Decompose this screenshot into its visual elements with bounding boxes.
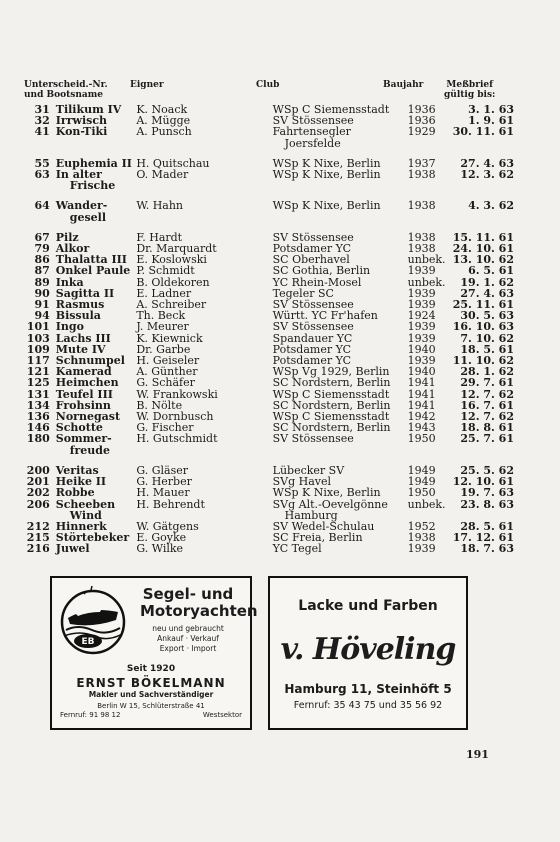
owner-name: Dr. Garbe xyxy=(136,342,191,356)
owner-name: E. Ladner xyxy=(136,286,192,300)
boat-number: 67 xyxy=(34,230,50,244)
owner-name: H. Geiseler xyxy=(136,354,200,368)
certificate-valid-until: 29. 7. 61 xyxy=(460,376,514,390)
boat-number: 31 xyxy=(34,103,50,116)
table-row xyxy=(26,433,514,455)
boat-name-text: Lachs III xyxy=(55,331,111,345)
boat-number: 63 xyxy=(34,168,50,182)
boat-name-text: Störtebeker xyxy=(55,531,130,545)
ad1-address: Berlin W 15, Schlüterstraße 41 xyxy=(97,702,205,710)
build-year: unbek. xyxy=(407,497,446,511)
boat-name xyxy=(56,126,133,148)
boat-name-text: Veritas xyxy=(55,463,99,477)
ad1-phone: Fernruf: 91 98 12 xyxy=(60,711,121,719)
ad1-service-2: Ankauf · Verkauf xyxy=(157,634,219,643)
certificate-valid-until: 4. 3. 62 xyxy=(468,199,514,213)
build-year: 1950 xyxy=(407,432,436,446)
owner-name: P. Schmidt xyxy=(136,264,195,278)
boat-name-text: Wander- xyxy=(55,199,108,213)
boat-number: 87 xyxy=(34,264,50,278)
owner-name: Th. Beck xyxy=(136,309,186,323)
build-year: unbek. xyxy=(407,275,446,289)
boat-number: 86 xyxy=(34,253,50,267)
build-year: 1940 xyxy=(407,342,436,356)
ad1-services xyxy=(140,624,236,654)
boat-name-text: Euphemia II xyxy=(55,156,132,170)
certificate-valid-until: 19. 1. 62 xyxy=(460,275,514,289)
certificate-valid-until: 11. 10. 62 xyxy=(452,354,514,368)
header-letter xyxy=(444,80,495,100)
boat-name xyxy=(56,223,133,243)
club-name-text: SV Wedel-Schulau xyxy=(272,519,375,533)
owner-name: A. Schreiber xyxy=(136,298,207,312)
boat-name-text: Tilikum IV xyxy=(55,103,122,116)
owner-name: A. Punsch xyxy=(136,125,192,139)
build-year: 1943 xyxy=(407,421,436,435)
owner-name: G. Wilke xyxy=(136,542,184,556)
certificate-valid-until: 28. 1. 62 xyxy=(460,365,514,379)
owner-name: J. Meurer xyxy=(136,320,189,334)
owner-name: W. Gätgens xyxy=(136,519,199,533)
build-year: 1939 xyxy=(407,331,436,345)
boat-name-text: Irrwisch xyxy=(55,114,108,128)
boat-name-text: In alter xyxy=(55,168,102,182)
club-name-text: Spandauer YC xyxy=(272,331,353,345)
certificate-valid-until: 12. 10. 61 xyxy=(452,475,514,489)
boat-number: 201 xyxy=(26,475,50,489)
boat-number: 212 xyxy=(26,519,50,533)
owner-name: W. Hahn xyxy=(136,199,184,213)
club-name-text: WSp C Siemensstadt xyxy=(272,103,390,116)
owner-name: A. Günther xyxy=(136,365,198,379)
club-name-text: YC Rhein-Mosel xyxy=(272,275,362,289)
certificate-valid-until: 7. 10. 62 xyxy=(460,331,514,345)
build-year: 1939 xyxy=(407,298,436,312)
build-year: 1937 xyxy=(407,156,436,170)
club-name-text: SC Freia, Berlin xyxy=(272,531,363,545)
club-name xyxy=(273,169,408,191)
boat-name-continued: Frische xyxy=(69,179,116,193)
owner-name: G. Schäfer xyxy=(136,376,195,390)
build-year: 1940 xyxy=(407,365,436,379)
certificate-valid-until: 28. 5. 61 xyxy=(460,519,514,533)
build-year: 1936 xyxy=(407,103,436,116)
club-name-text: Potsdamer YC xyxy=(272,342,352,356)
boat-number: 134 xyxy=(26,398,50,412)
motorboat-logo-icon xyxy=(58,584,128,656)
table-row xyxy=(26,191,514,222)
club-name xyxy=(273,191,408,222)
boat-name-text: Juwel xyxy=(55,542,90,556)
build-year: 1938 xyxy=(407,230,436,244)
certificate-valid-until: 23. 8. 63 xyxy=(460,497,514,511)
club-name-continued: Hamburg xyxy=(284,508,338,522)
build-year: 1941 xyxy=(407,387,436,401)
boat-name-text: Hinnerk xyxy=(55,519,107,533)
build-year: 1938 xyxy=(407,242,436,256)
certificate-valid-until: 30. 11. 61 xyxy=(452,125,514,139)
boat-number: 136 xyxy=(26,410,50,424)
club-name-text: WSp Vg 1929, Berlin xyxy=(272,365,390,379)
boat-number: 64 xyxy=(34,199,50,213)
boat-name-text: Schnumpel xyxy=(55,354,125,368)
owner-name: E. Koslowski xyxy=(136,253,207,267)
club-name-text: WSp K Nixe, Berlin xyxy=(272,156,381,170)
build-year: 1939 xyxy=(407,354,436,368)
club-name-text: Württ. YC Fr'hafen xyxy=(272,309,378,323)
ad1-title-line2: Motoryachten xyxy=(140,602,258,620)
certificate-valid-until: 1. 9. 61 xyxy=(468,114,514,128)
ad1-since: Seit 1920 xyxy=(126,664,176,674)
header-letter-line2: gültig bis: xyxy=(444,90,496,100)
certificate-valid-until: 19. 7. 63 xyxy=(460,486,514,500)
header-nr-line1: Unterscheid.-Nr. xyxy=(24,80,108,90)
club-name-text: WSp K Nixe, Berlin xyxy=(272,199,381,213)
owner-name: H. Quitschau xyxy=(136,156,210,170)
boat-number: 79 xyxy=(34,242,50,256)
table-row xyxy=(26,149,514,169)
ad2-title: Lacke und Farben xyxy=(298,598,438,614)
ad1-service-3: Export · Import xyxy=(159,644,217,653)
club-name-text: SVg Alt.-Oevelgönne xyxy=(272,497,388,511)
boat-name-text: Alkor xyxy=(55,242,90,256)
certificate-valid-until: 12. 7. 62 xyxy=(460,387,514,401)
boat-number: 91 xyxy=(34,298,50,312)
build-year: 1939 xyxy=(407,542,436,556)
boat-number: 109 xyxy=(26,342,50,356)
certificate-valid-until: 27. 4. 63 xyxy=(460,286,514,300)
boat-number: 146 xyxy=(26,421,50,435)
build-year: unbek. xyxy=(407,253,446,267)
table-row xyxy=(26,532,514,543)
boat-name-text: Bissula xyxy=(55,309,101,323)
boat-name-continued: gesell xyxy=(69,210,107,224)
boat-name xyxy=(56,433,133,455)
club-name xyxy=(273,433,408,455)
boat-register-body xyxy=(26,104,514,555)
header-letter-line1: Meßbrief xyxy=(446,80,493,90)
boat-name-text: Mute IV xyxy=(55,342,106,356)
table-row xyxy=(26,169,514,191)
boat-name-text: Sommer- xyxy=(55,432,112,446)
boat-number: 206 xyxy=(26,497,50,511)
boat-name-text: Ingo xyxy=(55,320,84,334)
certificate-valid-until: 25. 5. 62 xyxy=(460,463,514,477)
club-name-text: WSp C Siemensstadt xyxy=(272,387,390,401)
owner-name: A. Mügge xyxy=(136,114,191,128)
owner-name: W. Frankowski xyxy=(136,387,218,401)
boat-number: 131 xyxy=(26,387,50,401)
header-nr xyxy=(24,80,108,100)
boat-name-text: Heike II xyxy=(55,475,107,489)
build-year: 1938 xyxy=(407,168,436,182)
certificate-valid-until: 12. 7. 62 xyxy=(460,410,514,424)
club-name-text: YC Tegel xyxy=(272,542,322,556)
certificate-valid-until: 16. 7. 61 xyxy=(460,398,514,412)
club-name-text: SC Nordstern, Berlin xyxy=(272,421,391,435)
certificate-valid-until: 13. 10. 62 xyxy=(452,253,514,267)
table-row xyxy=(26,499,514,521)
build-year: 1941 xyxy=(407,376,436,390)
club-name-text: WSp K Nixe, Berlin xyxy=(272,486,381,500)
club-name xyxy=(273,499,408,521)
build-year: 1949 xyxy=(407,475,436,489)
boat-number: 94 xyxy=(34,309,50,323)
club-name-text: WSp K Nixe, Berlin xyxy=(272,168,381,182)
owner-name: Dr. Marquardt xyxy=(136,242,217,256)
club-name-text: SV Stössensee xyxy=(272,320,354,334)
certificate-valid-until: 18. 5. 61 xyxy=(460,342,514,356)
certificate-valid-until: 17. 12. 61 xyxy=(452,531,514,545)
boat-number: 101 xyxy=(26,320,50,334)
boat-name-text: Pilz xyxy=(55,230,79,244)
build-year: 1949 xyxy=(407,463,436,477)
certificate-valid-until: 3. 1. 63 xyxy=(468,103,514,116)
boat-name xyxy=(56,169,133,191)
boat-name-text: Sagitta II xyxy=(55,286,115,300)
boat-name-text: Teufel III xyxy=(55,387,113,401)
ad-hoeveling xyxy=(268,576,468,730)
club-name-text: SC Nordstern, Berlin xyxy=(272,376,391,390)
club-name xyxy=(273,543,408,554)
boat-number: 90 xyxy=(34,286,50,300)
boat-number: 200 xyxy=(26,463,50,477)
certificate-valid-until: 12. 3. 62 xyxy=(460,168,514,182)
owner-name: B. Nölte xyxy=(136,398,183,412)
build-year: 1936 xyxy=(407,114,436,128)
owner-name: G. Herber xyxy=(136,475,192,489)
table-row xyxy=(26,543,514,554)
boat-name-text: Inka xyxy=(55,275,84,289)
owner-name: F. Hardt xyxy=(136,230,183,244)
boat-name-text: Nornegast xyxy=(55,410,121,424)
boat-number: 117 xyxy=(26,354,50,368)
ad1-service-1: neu und gebraucht xyxy=(152,624,224,633)
build-year: 1939 xyxy=(407,264,436,278)
boat-number: 216 xyxy=(26,542,50,556)
boat-name-text: Onkel Paule xyxy=(55,264,131,278)
boat-number: 103 xyxy=(26,331,50,345)
boat-number: 32 xyxy=(34,114,50,128)
club-name-text: SC Nordstern, Berlin xyxy=(272,398,391,412)
ad1-sector: Westsektor xyxy=(202,711,242,719)
logo-initials: EB xyxy=(81,637,95,647)
club-name-text: Tegeler SC xyxy=(272,286,334,300)
table-row xyxy=(26,265,514,276)
table-row xyxy=(26,456,514,476)
build-year: 1929 xyxy=(407,125,436,139)
boat-name-text: Kon-Tiki xyxy=(55,125,108,139)
club-name-text: SC Oberhavel xyxy=(272,253,350,267)
boat-name-text: Frohsinn xyxy=(55,398,111,412)
owner-name: H. Behrendt xyxy=(136,497,205,511)
certificate-valid-until: 25. 7. 61 xyxy=(460,432,514,446)
club-name-text: SV Stössensee xyxy=(272,432,354,446)
ad2-address: Hamburg 11, Steinhöft 5 xyxy=(284,682,452,696)
certificate-valid-until: 30. 5. 63 xyxy=(460,309,514,323)
ad2-signature: v. Höveling xyxy=(280,632,456,667)
build-year: 1952 xyxy=(407,519,436,533)
boat-name-text: Heimchen xyxy=(55,376,119,390)
owner-name: O. Mader xyxy=(136,168,189,182)
certificate-valid-until: 27. 4. 63 xyxy=(460,156,514,170)
ad-boekelmann xyxy=(50,576,258,730)
certificate-valid-until: 18. 7. 63 xyxy=(460,542,514,556)
club-name-text: Fahrtensegler xyxy=(272,125,351,139)
ad1-title-line1: Segel- und xyxy=(142,585,234,603)
boat-name-text: Kamerad xyxy=(55,365,112,379)
build-year: 1924 xyxy=(407,309,436,323)
ad1-title xyxy=(140,585,258,620)
certificate-valid-until: 24. 10. 61 xyxy=(452,242,514,256)
owner-name: G. Fischer xyxy=(136,421,194,435)
club-name-text: WSp C Siemensstadt xyxy=(272,410,390,424)
page-number: 191 xyxy=(466,748,489,761)
club-name-text: SV Stössensee xyxy=(272,230,354,244)
build-year: 1939 xyxy=(407,286,436,300)
certificate-valid-until: 16. 10. 63 xyxy=(452,320,514,334)
boat-name-text: Scheeben xyxy=(55,497,116,511)
owner-name: E. Goyke xyxy=(136,531,187,545)
certificate-valid-until: 15. 11. 61 xyxy=(452,230,514,244)
build-year: 1938 xyxy=(407,531,436,545)
boat-number: 89 xyxy=(34,275,50,289)
boat-name xyxy=(56,543,133,554)
header-club: Club xyxy=(256,80,280,90)
club-name xyxy=(273,223,408,243)
club-name-text: SV Stössensee xyxy=(272,298,354,312)
build-year: 1942 xyxy=(407,410,436,424)
club-name xyxy=(273,456,408,476)
certificate-valid-until: 6. 5. 61 xyxy=(468,264,514,278)
club-name xyxy=(273,149,408,169)
ad1-company: ERNST BÖKELMANN xyxy=(76,676,226,690)
owner-name: H. Mauer xyxy=(136,486,190,500)
ad1-role: Makler und Sachverständiger xyxy=(88,690,214,699)
club-name-text: SC Gothia, Berlin xyxy=(272,264,371,278)
build-year: 1950 xyxy=(407,486,436,500)
boat-name-text: Thalatta III xyxy=(55,253,127,267)
boat-name-continued: freude xyxy=(69,443,110,457)
header-nr-line2: und Bootsname xyxy=(24,90,103,100)
boat-number: 202 xyxy=(26,486,50,500)
build-year: 1941 xyxy=(407,398,436,412)
boat-name-text: Schotte xyxy=(55,421,103,435)
club-name-text: Lübecker SV xyxy=(272,463,345,477)
owner-name: K. Kiewnick xyxy=(136,331,203,345)
club-name-continued: Joersfelde xyxy=(284,136,341,150)
table-row xyxy=(26,126,514,148)
header-owner: Eigner xyxy=(130,80,164,90)
club-name-text: Potsdamer YC xyxy=(272,354,352,368)
certificate-valid-until: 18. 8. 61 xyxy=(460,421,514,435)
boat-name-text: Robbe xyxy=(55,486,95,500)
boat-name xyxy=(56,191,133,222)
owner-name: W. Dornbusch xyxy=(136,410,214,424)
owner-name: K. Noack xyxy=(136,103,188,116)
header-year: Baujahr xyxy=(383,80,424,90)
boat-register-table xyxy=(26,104,514,555)
ad2-phone: Fernruf: 35 43 75 und 35 56 92 xyxy=(293,700,443,711)
club-name-text: Potsdamer YC xyxy=(272,242,352,256)
table-row xyxy=(26,476,514,487)
club-name xyxy=(273,126,408,148)
build-year: 1939 xyxy=(407,320,436,334)
table-row xyxy=(26,223,514,243)
build-year: 1938 xyxy=(407,199,436,213)
boat-name xyxy=(56,149,133,169)
boat-number: 121 xyxy=(26,365,50,379)
owner-name: G. Gläser xyxy=(136,463,188,477)
owner-name: B. Oldekoren xyxy=(136,275,210,289)
boat-number: 55 xyxy=(34,156,50,170)
boat-name-continued: Wind xyxy=(69,508,102,522)
certificate-valid-until: 25. 11. 61 xyxy=(452,298,514,312)
owner-name: H. Gutschmidt xyxy=(136,432,218,446)
boat-number: 215 xyxy=(26,531,50,545)
boat-number: 41 xyxy=(34,125,50,139)
table-row xyxy=(26,310,514,321)
boat-name xyxy=(56,456,133,476)
boat-name xyxy=(56,499,133,521)
boat-number: 180 xyxy=(26,432,50,446)
club-name-text: SV Stössensee xyxy=(272,114,354,128)
club-name-text: SVg Havel xyxy=(272,475,332,489)
boat-number: 125 xyxy=(26,376,50,390)
boat-name-text: Rasmus xyxy=(55,298,105,312)
